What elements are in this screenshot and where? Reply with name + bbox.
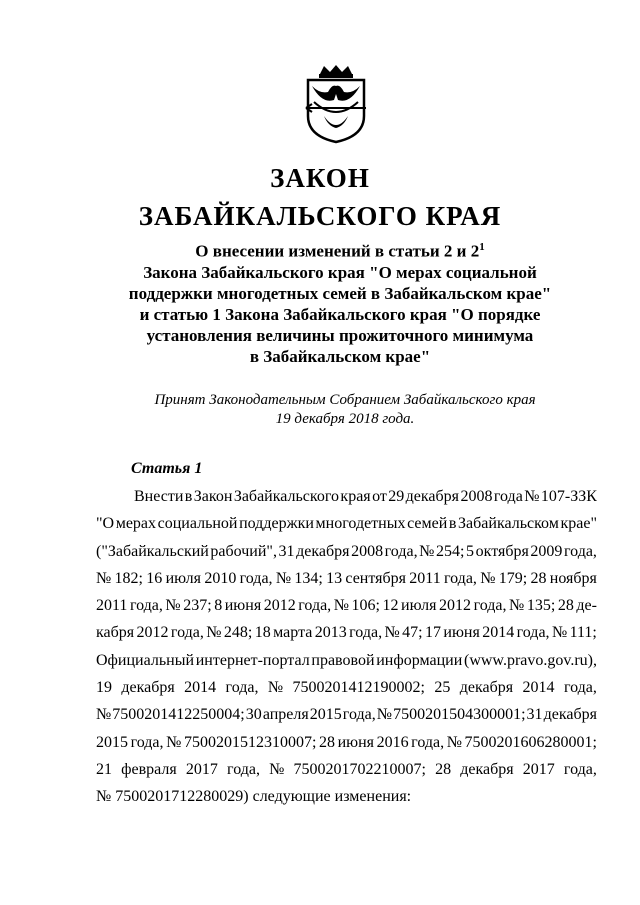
article-word: 134;: [294, 569, 323, 587]
article-word: 2014: [522, 679, 555, 697]
article-word: 2010: [204, 569, 237, 587]
article-word: 2008: [460, 488, 493, 505]
subject-line-3: поддержки многодетных семей в Забайкальском крае": [128, 283, 552, 303]
article-word: года,: [443, 569, 477, 587]
article-word: сентября: [345, 569, 406, 587]
article-word: года,: [239, 569, 273, 587]
article-text-line: [96, 756, 597, 783]
article-word: края: [340, 488, 371, 505]
article-word: года,: [384, 542, 418, 560]
article-word: 2016: [376, 733, 409, 751]
article-word: №: [166, 733, 182, 751]
article-word: №: [551, 624, 568, 642]
article-word: года,: [298, 597, 332, 615]
article-heading: Статья 1: [131, 460, 203, 477]
article-word: 7500201412190002;: [292, 679, 425, 697]
article-word: 107-ЗЗК: [540, 488, 597, 505]
article-word: года,: [170, 624, 204, 642]
article-word: июля: [165, 569, 202, 587]
article-text-line: [96, 701, 597, 728]
article-word: года,: [516, 624, 550, 642]
article-word: 106;: [351, 597, 380, 615]
article-word: года,: [129, 597, 163, 615]
article-word: 2017: [185, 760, 218, 778]
article-word: №: [206, 624, 222, 642]
article-word: 30: [245, 706, 262, 724]
article-word: де-: [576, 597, 597, 615]
article-word: 2011: [409, 569, 441, 587]
article-word: 237;: [183, 597, 212, 615]
article-word: №: [509, 597, 525, 615]
article-word: октября: [475, 542, 529, 560]
article-word: 7500201504300001;: [393, 706, 526, 724]
article-word: рабочий",: [210, 542, 277, 560]
article-word: Забайкальском: [458, 515, 559, 533]
article-word: 135;: [526, 597, 556, 615]
article-word: 7500201412250004;: [112, 706, 245, 724]
article-word: интернет-портал: [195, 651, 310, 669]
article-word: от: [372, 488, 387, 505]
article-word: 2013: [314, 624, 347, 642]
document-type-title: ЗАКОН: [270, 163, 370, 193]
article-word: 7500201512310007;: [183, 733, 317, 751]
article-word: (www.pravo.gov.ru),: [463, 651, 597, 669]
article-word: 25: [434, 679, 451, 697]
article-text-line: [96, 592, 597, 619]
article-word: Официальный: [96, 651, 195, 669]
article-word: года,: [342, 706, 376, 724]
article-word: 28: [318, 733, 335, 751]
article-word: апреля: [262, 706, 309, 724]
article-word: 2014: [482, 624, 515, 642]
article-word: декабря: [459, 679, 514, 697]
article-word: 7500201606280001;: [464, 733, 597, 751]
article-word: 16: [146, 569, 163, 587]
article-body: [96, 483, 597, 811]
coat-of-arms-icon: [300, 64, 372, 144]
subject-line-1: О внесении изменений в статьи 2 и $2^1$: [195, 241, 485, 261]
article-word: года,: [411, 733, 445, 751]
article-word: 17: [424, 624, 441, 642]
article-word: правовой: [311, 651, 375, 669]
article-word: 2011: [96, 597, 128, 615]
subject-line-5: установления величины прожиточного минимума: [146, 325, 534, 345]
article-word: 2014: [184, 679, 217, 697]
article-word: 19: [96, 679, 112, 697]
article-word: Внести: [134, 488, 184, 505]
article-word: 29: [388, 488, 405, 505]
article-text-line: [96, 565, 597, 592]
article-word: 31: [526, 706, 543, 724]
article-word: 8: [214, 597, 223, 615]
article-word: 12: [382, 597, 399, 615]
article-text-line: [96, 510, 597, 537]
article-text-line: [96, 647, 597, 674]
article-text-line: [96, 483, 597, 510]
article-word: 13: [326, 569, 343, 587]
issuer-title: ЗАБАЙКАЛЬСКОГО КРАЯ: [138, 201, 502, 231]
article-word: декабря: [460, 760, 514, 778]
article-word: 2017: [522, 760, 555, 778]
article-word: года,: [563, 679, 597, 697]
article-word: №: [376, 706, 393, 724]
article-word: кабря: [96, 624, 135, 642]
article-word: 2012: [439, 597, 472, 615]
article-word: №: [267, 679, 284, 697]
article-word: №: [269, 760, 285, 778]
article-word: года,: [563, 760, 597, 778]
article-word: ноября: [549, 569, 597, 587]
article-word: года,: [227, 760, 260, 778]
article-word: в: [184, 488, 193, 505]
article-word: №: [165, 597, 181, 615]
article-word: 254;: [436, 542, 465, 560]
article-word: июня: [337, 733, 374, 751]
article-word: №: [275, 569, 292, 587]
article-word: Закон: [193, 488, 233, 505]
adoption-date: 19 декабря 2018 года.: [275, 411, 415, 427]
law-subject-heading: [70, 237, 610, 367]
adoption-note: [70, 391, 620, 429]
article-word: № 7500201712280029) следующие изменения:: [96, 788, 412, 806]
article-text-line: [96, 783, 597, 810]
article-word: февраля: [121, 760, 177, 778]
article-word: "О: [96, 515, 115, 533]
article-word: 21: [96, 760, 112, 778]
article-text-line: [96, 538, 597, 565]
article-word: 2015: [96, 733, 128, 751]
subject-line-2: Закона Забайкальского края "О мерах социальной: [143, 262, 537, 282]
article-word: №: [419, 542, 435, 560]
article-word: социальной: [157, 515, 238, 533]
article-word: июня: [443, 624, 480, 642]
article-word: года,: [130, 733, 164, 751]
article-word: 2015: [309, 706, 342, 724]
article-word: №: [333, 597, 349, 615]
article-word: крае": [560, 515, 597, 533]
article-word: декабря: [296, 542, 350, 560]
article-word: года,: [563, 542, 597, 560]
article-word: 7500201702210007;: [293, 760, 426, 778]
article-text-line: [96, 674, 597, 701]
article-word: декабря: [121, 679, 175, 697]
article-word: многодетных: [315, 515, 406, 533]
article-word: 2012: [136, 624, 169, 642]
article-word: декабря: [405, 488, 460, 505]
article-word: декабря: [543, 706, 597, 724]
article-word: июня: [224, 597, 262, 615]
article-word: года: [493, 488, 523, 505]
article-word: 2012: [263, 597, 296, 615]
article-word: №: [96, 569, 112, 587]
article-word: марта: [273, 624, 313, 642]
article-word: №: [446, 733, 462, 751]
article-word: 28: [435, 760, 452, 778]
article-word: 2009: [530, 542, 563, 560]
article-word: 28: [530, 569, 547, 587]
article-word: в: [448, 515, 457, 533]
article-word: ("Забайкальский: [96, 542, 209, 560]
article-word: 248;: [223, 624, 253, 642]
article-word: мерах: [115, 515, 157, 533]
article-word: 47;: [402, 624, 423, 642]
article-word: года,: [225, 679, 259, 697]
article-word: №: [480, 569, 496, 587]
article-word: 111;: [569, 624, 597, 642]
article-word: №: [96, 706, 112, 724]
article-word: года,: [349, 624, 383, 642]
article-word: семей: [407, 515, 448, 533]
article-word: 2008: [351, 542, 384, 560]
article-word: 28: [557, 597, 574, 615]
article-text-line: [96, 729, 597, 756]
article-word: Забайкальского: [233, 488, 340, 505]
article-word: 179;: [498, 569, 528, 587]
article-word: 182;: [114, 569, 143, 587]
adoption-line-1: Принят Законодательным Собранием Забайкальского края: [154, 392, 536, 408]
subject-line-4: и статью 1 Закона Забайкальского края "О порядке: [139, 304, 541, 324]
article-word: №: [384, 624, 400, 642]
article-word: 18: [254, 624, 271, 642]
article-text-line: [96, 619, 597, 646]
subject-line-6: в Забайкальском крае": [249, 346, 431, 366]
article-word: №: [524, 488, 540, 505]
article-word: июля: [401, 597, 437, 615]
article-word: информации: [376, 651, 463, 669]
article-word: 5: [466, 542, 475, 560]
article-word: поддержки: [239, 515, 314, 533]
article-word: 31: [278, 542, 295, 560]
article-word: года,: [473, 597, 507, 615]
